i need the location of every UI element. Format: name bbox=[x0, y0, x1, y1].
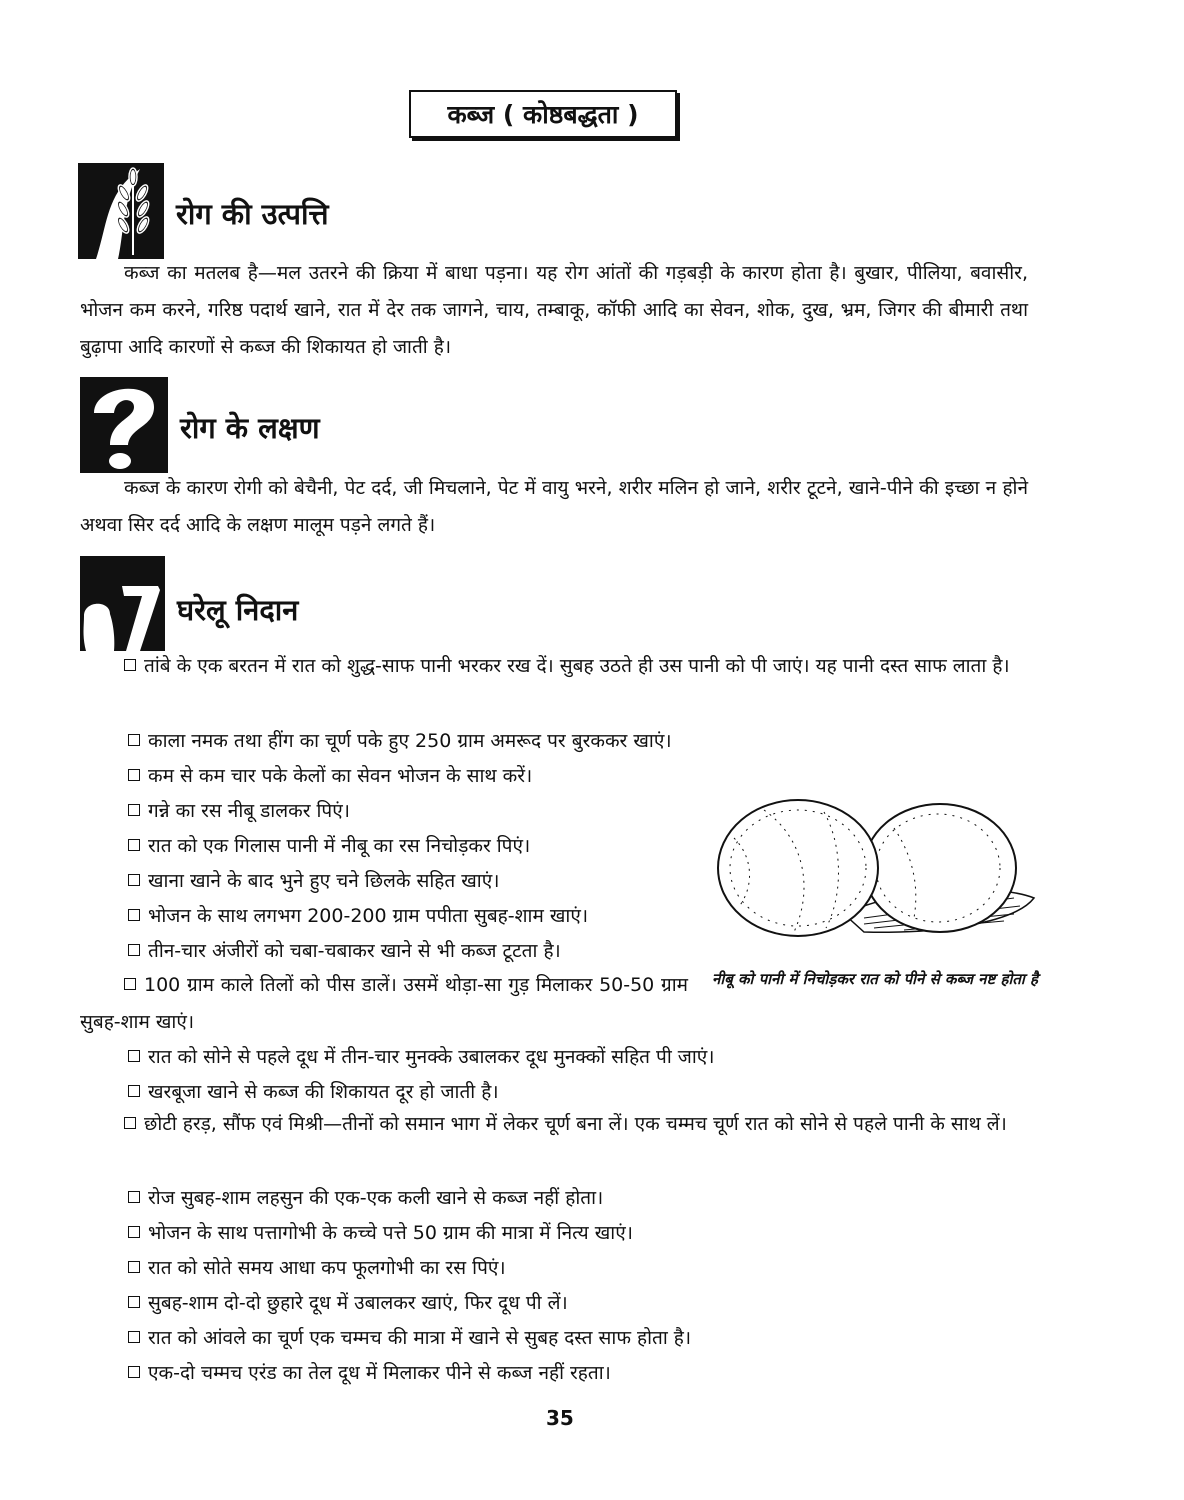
page-number: 35 bbox=[546, 1406, 574, 1430]
section-heading-remedies: घरेलू निदान bbox=[177, 593, 299, 627]
list-item: रोज सुबह-शाम लहसुन की एक-एक कली खाने से कब्ज नहीं होता। bbox=[128, 1184, 603, 1210]
checkbox-icon bbox=[128, 1366, 140, 1378]
illustration-caption: नीबू को पानी में निचोड़कर रात को पीने से कब्ज नष्ट होता है bbox=[712, 970, 1038, 988]
symptoms-text: कब्ज के कारण रोगी को बेचैनी, पेट दर्द, जी मिचलाने, पेट में वायु भरने, शरीर मलिन हो जाने, शरीर टूटने, खाने-पीने की इच्छा न होने अथवा सिर दर्द आदि के लक्षण मालूम पड़ने लगते हैं। bbox=[80, 477, 1028, 536]
list-item: खाना खाने के बाद भुने हुए चने छिलके सहित खाएं। bbox=[128, 867, 499, 893]
list-item: तीन-चार अंजीरों को चबा-चबाकर खाने से भी कब्ज टूटता है। bbox=[128, 937, 561, 963]
checkbox-icon bbox=[128, 1226, 140, 1238]
section-text-symptoms bbox=[80, 470, 1028, 544]
section-heading-symptoms: रोग के लक्षण bbox=[180, 411, 320, 445]
checkbox-icon bbox=[128, 1085, 140, 1097]
checkbox-icon bbox=[128, 1261, 140, 1273]
list-item: सुबह-शाम दो-दो छुहारे दूध में उबालकर खाएं, फिर दूध पी लें। bbox=[128, 1289, 568, 1315]
list-item: 100 ग्राम काले तिलों को पीस डालें। उसमें थोड़ा-सा गुड़ मिलाकर 50-50 ग्राम सुबह-शाम खाएं। bbox=[80, 974, 688, 1033]
list-item: कम से कम चार पके केलों का सेवन भोजन के साथ करें। bbox=[128, 762, 532, 788]
section-text-origin bbox=[80, 255, 1028, 366]
list-item: भोजन के साथ लगभग 200-200 ग्राम पपीता सुबह-शाम खाएं। bbox=[128, 902, 588, 928]
list-item: रात को आंवले का चूर्ण एक चम्मच की मात्रा में खाने से सुबह दस्त साफ होता है। bbox=[128, 1324, 691, 1350]
checkbox-icon bbox=[128, 734, 140, 746]
wheat-icon bbox=[78, 163, 164, 259]
checkbox-icon bbox=[128, 909, 140, 921]
list-item: काला नमक तथा हींग का चूर्ण पके हुए 250 ग्राम अमरूद पर बुरककर खाएं। bbox=[128, 727, 672, 753]
checkbox-icon bbox=[124, 659, 136, 671]
mortar-pestle-icon bbox=[80, 556, 165, 651]
list-item: रात को सोते समय आधा कप फूलगोभी का रस पिएं। bbox=[128, 1254, 506, 1280]
origin-text: कब्ज का मतलब है—मल उतरने की क्रिया में बाधा पड़ना। यह रोग आंतों की गड़बड़ी के कारण होता है। बुखार, पीलिया, बवासीर, भोजन कम करने, गरिष्ठ पदार्थ खाने, रात में देर तक जागने, चाय, तम्बाकू, कॉफी आदि का सेवन, शोक, दुख, भ्रम, जिगर की बीमारी तथा बुढ़ापा आदि कारणों से कब्ज की शिकायत हो जाती है। bbox=[80, 262, 1028, 358]
section-heading-origin: रोग की उत्पत्ति bbox=[176, 197, 329, 231]
checkbox-icon bbox=[124, 978, 136, 990]
checkbox-icon bbox=[128, 874, 140, 886]
list-item: भोजन के साथ पत्तागोभी के कच्चे पत्ते 50 ग्राम की मात्रा में नित्य खाएं। bbox=[128, 1219, 633, 1245]
list-item: एक-दो चम्मच एरंड का तेल दूध में मिलाकर पीने से कब्ज नहीं रहता। bbox=[128, 1359, 611, 1385]
checkbox-icon bbox=[128, 1191, 140, 1203]
page-title: कब्ज ( कोष्ठबद्धता ) bbox=[409, 90, 677, 138]
list-item: रात को एक गिलास पानी में नीबू का रस निचोड़कर पिएं। bbox=[128, 832, 530, 858]
list-item: गन्ने का रस नीबू डालकर पिएं। bbox=[128, 797, 350, 823]
checkbox-icon bbox=[128, 1331, 140, 1343]
question-mark-icon bbox=[80, 377, 168, 473]
checkbox-icon bbox=[128, 839, 140, 851]
checkbox-icon bbox=[128, 769, 140, 781]
checkbox-icon bbox=[128, 804, 140, 816]
lemon-illustration bbox=[714, 798, 1040, 940]
checkbox-icon bbox=[128, 1050, 140, 1062]
checkbox-icon bbox=[124, 1117, 136, 1129]
list-item: रात को सोने से पहले दूध में तीन-चार मुनक्के उबालकर दूध मुनक्कों सहित पी जाएं। bbox=[128, 1043, 715, 1069]
list-item: खरबूजा खाने से कब्ज की शिकायत दूर हो जाती है। bbox=[128, 1078, 499, 1104]
list-item: तांबे के एक बरतन में रात को शुद्ध-साफ पानी भरकर रख दें। सुबह उठते ही उस पानी को पी जाएं। यह पानी दस्त साफ लाता है। bbox=[80, 648, 1028, 685]
checkbox-icon bbox=[128, 1296, 140, 1308]
list-item: छोटी हरड़, सौंफ एवं मिश्री—तीनों को समान भाग में लेकर चूर्ण बना लें। एक चम्मच चूर्ण रात को सोने से पहले पानी के साथ लें। bbox=[80, 1106, 1030, 1143]
checkbox-icon bbox=[128, 944, 140, 956]
